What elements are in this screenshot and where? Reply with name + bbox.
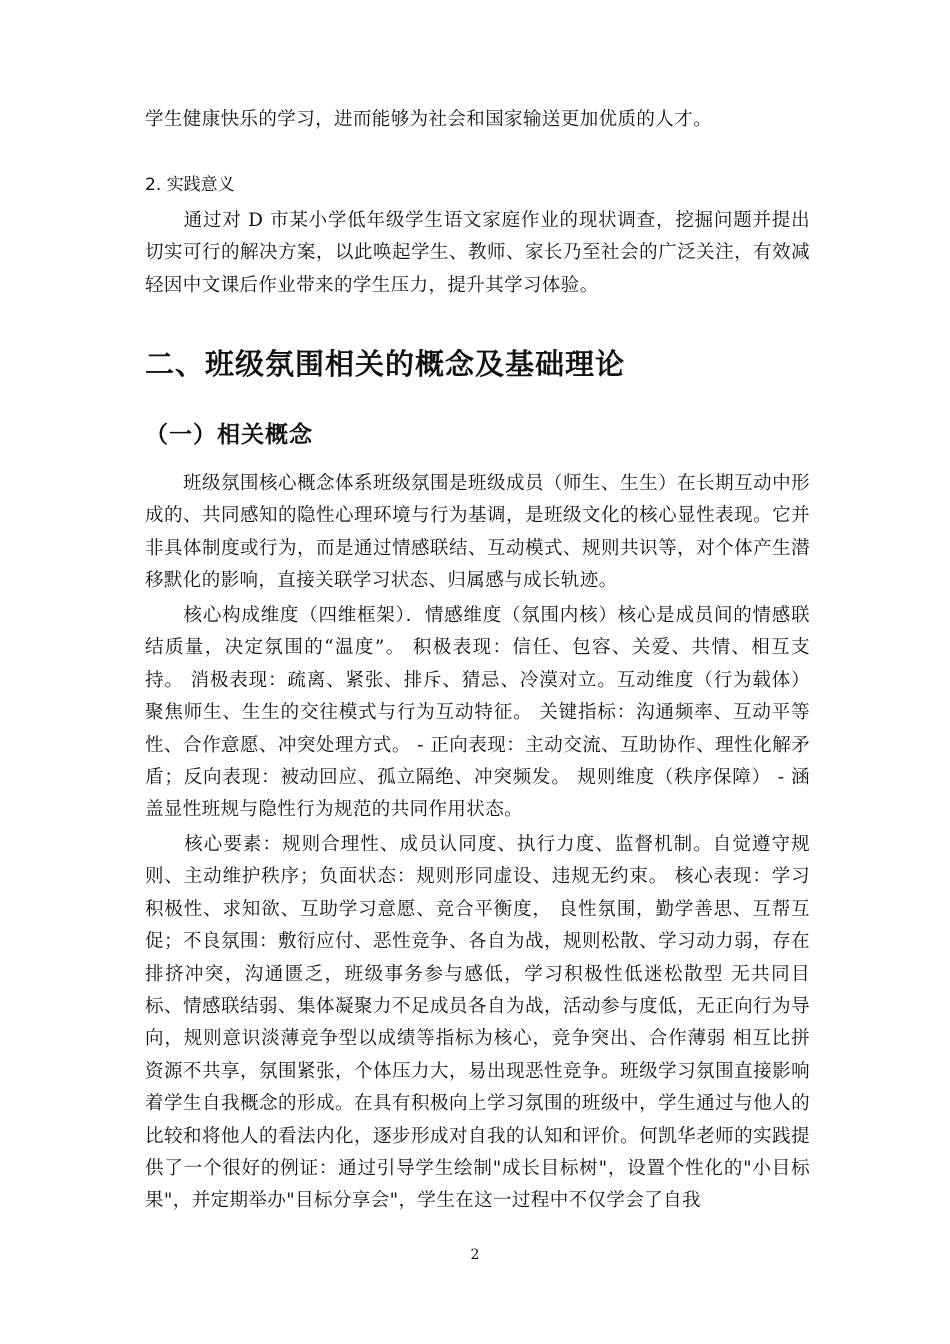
lead-paragraph: 学生健康快乐的学习，进而能够为社会和国家输送更加优质的人才。 [145, 109, 713, 130]
practice-paragraph: 通过对 D 市某小学低年级学生语文家庭作业的现状调查，挖掘问题并提出切实可行的解决方案，以此唤起学生、教师、家长乃至社会的广泛关注，有效减轻因中文课后作业带来的学生压力，提升其学习体验。 [145, 210, 810, 296]
section-heading: 二、班级氛围相关的概念及基础理论 [145, 347, 626, 381]
body-paragraph-1: 班级氛围核心概念体系班级氛围是班级成员（师生、生生）在长期互动中形成的、共同感知的隐性心理环境与行为基调，是班级文化的核心显性表现。它并非具体制度或行为，而是通过情感联结、互动模式、规则共识等，对个体产生潜移默化的影响，直接关联学习状态、归属感与成长轨迹。 [145, 473, 810, 592]
subsection-heading: （一）相关概念 [145, 422, 313, 448]
body-paragraph-3: 核心要素：规则合理性、成员认同度、执行力度、监督机制。自觉遵守规则、主动维护秩序；负面状态：规则形同虚设、违规无约束。 核心表现：学习积极性、求知欲、互助学习意愿、竞合平衡度， 良性氛围，勤学善思、互帮互促；不良氛围：敷衍应付、恶性竞争、各自为战，规则松散、学习动力弱，存在排挤冲突，沟通匮乏，班级事务参与感低，学习积极性低迷松散型 无共同目标、情感联结弱、集体凝聚力不足成员各自为战，活动参与度低，无正向行为导向，规则意识淡薄竞争型以成绩等指标为核心，竞争突出、合作薄弱 相互比拼资源不共享，氛围紧张，个体压力大，易出现恶性竞争。班级学习氛围直接影响着学生自我概念的形成。在具有积极向上学习氛围的班级中，学生通过与他人的比较和将他人的看法内化，逐步形成对自我的认知和评价。何凯华老师的实践提供了一个很好的例证：通过引导学生绘制"成长目标树"，设置个性化的"小目标果"，并定期举办"目标分享会"，学生在这一过程中不仅学会了自我 [145, 834, 810, 1212]
practice-heading: 2. 实践意义 [145, 175, 235, 195]
page-number: 2 [470, 1247, 480, 1263]
body-paragraph-2: 核心构成维度（四维框架）．情感维度（氛围内核）核心是成员间的情感联结质量，决定氛围的“温度”。 积极表现：信任、包容、关爱、共情、相互支持。 消极表现：疏离、紧张、排斥、猜忌、冷漠对立。互动维度（行为载体）聚焦师生、生生的交往模式与行为互动特征。 关键指标：沟通频率、互动平等性、合作意愿、冲突处理方式。 - 正向表现：主动交流、互助协作、理性化解矛盾；反向表现：被动回应、孤立隔绝、冲突频发。 规则维度（秩序保障） - 涵盖显性班规与隐性行为规范的共同作用状态。 [145, 605, 810, 821]
